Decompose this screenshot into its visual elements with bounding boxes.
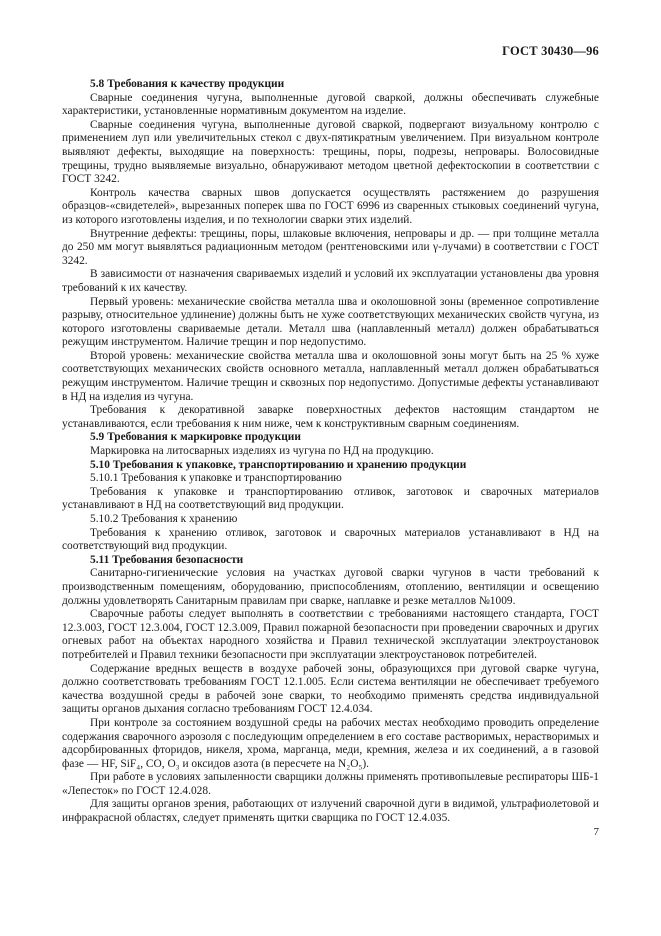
section-heading: 5.8 Требования к качеству продукции: [90, 78, 285, 90]
document-id-header: ГОСТ 30430—96: [502, 44, 599, 58]
paragraph: Второй уровень: механические свойства металла шва и околошовной зоны могут быть на 25 % хуже соответствующих механических свойств основного металла, наплавленный металл должен обрабатываться режущим инструментом. Наличие трещин и сквозных пор недопустимо. Допустимые дефекты устанавливают в НД на изделия из чугуна.: [62, 349, 599, 403]
paragraph: Требования к упаковке и транспортированию отливок, заготовок и сварочных материалов устанавливают в НД на соответствующий вид продукции.: [62, 485, 599, 512]
document-body: [62, 78, 599, 826]
subsection-title: 5.10.1 Требования к упаковке и транспортированию: [90, 472, 342, 485]
paragraph: При работе в условиях запыленности сварщики должны применять противопылевые респираторы ШБ-1 «Лепесток» по ГОСТ 12.4.028.: [62, 771, 599, 797]
paragraph: Внутренние дефекты: трещины, поры, шлаковые включения, непровары и др. — при толщине металла до 250 мм могут выявляться радиационным методом (рентгеновскими или γ-лучами) в соответствии с ГОСТ 3242.: [62, 227, 599, 267]
section-heading: 5.11 Требования безопасности: [90, 553, 244, 566]
paragraph: Содержание вредных веществ в воздухе рабочей зоны, образующихся при дуговой сварке чугуна, должно соответствовать требованиям ГОСТ 12.1.005. Если система вентиляции не обеспечивает требуемого качества воздушной среды в рабочей зоне сварки, то необходимо применять средства индивидуальной защиты органов дыхания согласно требованиям ГОСТ 12.4.034.: [62, 662, 599, 716]
subsection-title: 5.10.2 Требования к хранению: [90, 513, 238, 525]
paragraph: При контроле за состоянием воздушной среды на рабочих местах необходимо проводить определение содержания сварочного аэрозоля с последующим определением в его составе растворимых, нерастворимых и адсорбированных фторидов, никеля, хрома, марганца, меди, кремния, железа и их соединений, а в газовой фазе — HF, SiF₄, CO, O₃ и оксидов азота (в пересчете на N₂O₅).: [62, 716, 599, 770]
paragraph: Санитарно-гигиенические условия на участках дуговой сварки чугунов в части требований к производственным помещениям, оборудованию, приспособлениям, отоплению, вентиляции и освещению должны удовлетворять Санитарным правилам при сварке, наплавке и резке металлов №1009.: [62, 567, 599, 607]
paragraph: Контроль качества сварных швов допускается осуществлять растяжением до разрушения образцов-«свидетелей», вырезанных поперек шва по ГОСТ 6996 из сваренных стыковых соединений чугуна, из которого изготовлены изделия, и по технологии сварки этих изделий.: [62, 186, 599, 226]
paragraph: В зависимости от назначения свариваемых изделий и условий их эксплуатации установлены два уровня требований к их качеству.: [62, 268, 599, 294]
paragraph: Сварные соединения чугуна, выполненные дуговой сваркой, подвергают визуальному контролю с применением луп или увеличительных стекол с двух-пятикратным увеличением. При визуальном контроле выявляют дефекты, выходящие на поверхность: трещины, поры, подрезы, непровары. Волосовидные трещины, трудно выявляемые визуально, обнаруживают методом цветной дефектоскопии в соответствии с ГОСТ 3242.: [62, 118, 599, 186]
page-number: 7: [593, 826, 599, 838]
paragraph: Сварные соединения чугуна, выполненные дуговой сваркой, должны обеспечивать служебные характеристики, установленные нормативным документом на изделие.: [62, 91, 599, 118]
section-heading: 5.10 Требования к упаковке, транспортированию и хранению продукции: [90, 458, 467, 471]
paragraph: Требования к хранению отливок, заготовок и сварочных материалов устанавливают в НД на соответствующий вид продукции.: [62, 526, 599, 553]
paragraph: Маркировка на литосварных изделиях из чугуна по НД на продукцию.: [90, 445, 434, 458]
paragraph: Для защиты органов зрения, работающих от излучений сварочной дуги в видимой, ультрафиолетовой и инфракрасной областях, следует применять щитки сварщика по ГОСТ 12.4.035.: [62, 798, 599, 825]
paragraph: Требования к декоративной заварке поверхностных дефектов настоящим стандартом не устанавливаются, если требования к ним ниже, чем к конструктивным сварным соединениям.: [62, 404, 599, 430]
section-heading: 5.9 Требования к маркировке продукции: [90, 431, 301, 444]
paragraph: Первый уровень: механические свойства металла шва и околошовной зоны (временное сопротивление разрыву, относительное удлинение) должны быть не хуже соответствующих механических свойств чугуна, из которого изготовлены свариваемые детали. Металл шва (наплавленный металл) должен обрабатываться режущим инструментом. Наличие трещин и пор недопустимо.: [62, 295, 599, 349]
paragraph: Сварочные работы следует выполнять в соответствии с требованиями настоящего стандарта, ГОСТ 12.3.003, ГОСТ 12.3.004, ГОСТ 12.3.009, Правил пожарной безопасности при проведении сварочных и других огневых работ на объектах народного хозяйства и Правил технической эксплуатации электроустановок потребителей и Правил техники безопасности при эксплуатации электроустановок потребителей.: [62, 608, 599, 661]
